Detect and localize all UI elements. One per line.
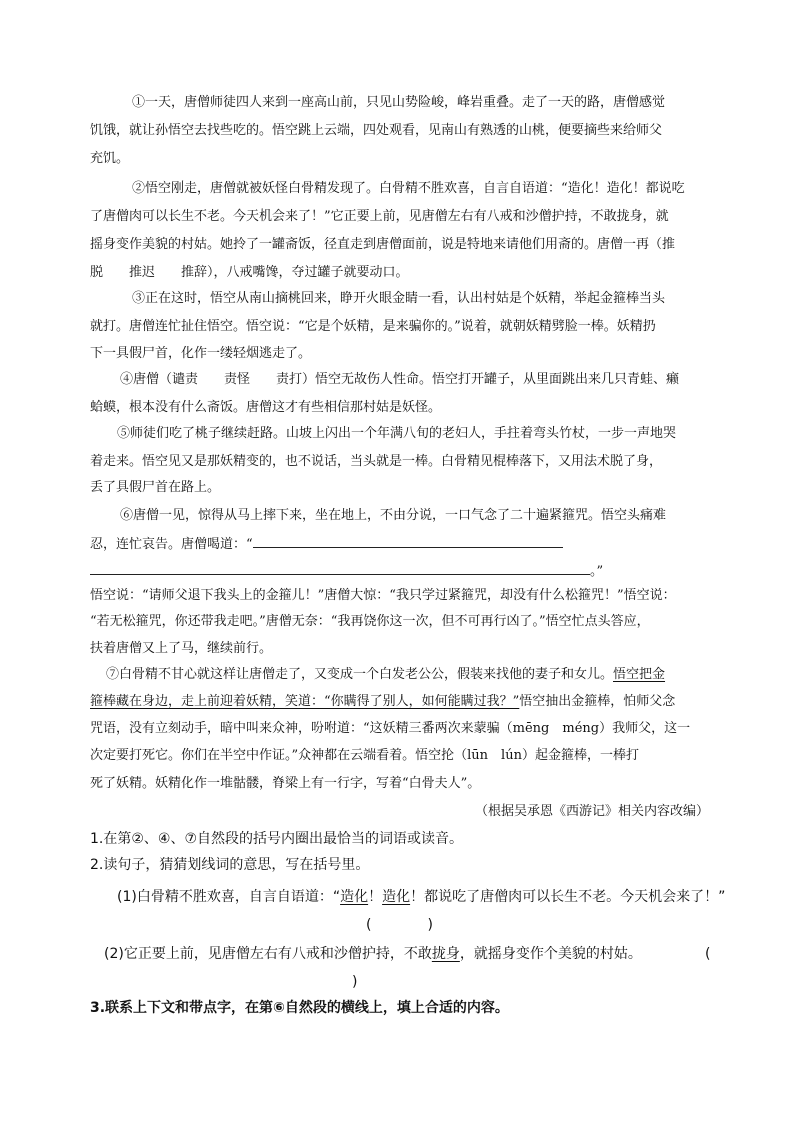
q2-1-underlined-word-1: 造化 [340,889,369,905]
answer-blank-2[interactable] [90,562,590,575]
p3-line-1: ③正在这时，悟空从南山摘桃回来，睁开火眼金睛一看，认出村姑是个妖精，举起金箍棒当头 [132,291,666,306]
p1-line-3: 充饥。 [90,151,130,166]
p1-line-1: ①一天，唐僧师徒四人来到一座高山前，只见山势险峻，峰岩重叠。走了一天的路，唐僧感觉 [132,95,666,110]
q2-2-underlined-word: 拢身 [431,946,460,962]
p6-line-2 [90,535,563,553]
p6-line-3-end: 。” [590,564,604,579]
p2-line-1: ②悟空刚走，唐僧就被妖怪白骨精发现了。白骨精不胜欢喜，自言自语道：“造化！造化！都说吃 [132,181,685,196]
p3-line-2: 就打。唐僧连忙扯住悟空。悟空说：“它是个妖精，是来骗你的。”说着，就朝妖精劈脸一棒。妖精扔 [90,319,656,334]
p6-line-2-text: 忍，连忙哀告。唐僧喝道：“ [90,537,253,552]
p7-underlined-1: 悟空把金 [613,667,666,682]
p7-line-2 [90,694,675,710]
p2-line-3: 摇身变作美貌的村姑。她拎了一罐斋饭，径直走到唐僧面前，说是特地来请他们用斋的。唐僧一再（推 [90,237,676,252]
question-3: 3.联系上下文和带点字，在第⑥自然段的横线上，填上合适的内容。 [90,1000,509,1016]
p5-line-3: 丢了具假尸首在路上。 [90,480,221,495]
p7-line-1-text: ⑦白骨精不甘心就这样让唐僧走了，又变成一个白发老公公，假装来找他的妻子和女儿。 [106,667,614,682]
question-1: 1.在第②、④、⑦自然段的括号内圈出最恰当的词语或读音。 [90,831,464,847]
p7-line-4: 次定要打死它。你们在半空中作证。”众神都在云端看着。悟空抡（lūn lún）起金箍棒，一棒打 [90,748,639,763]
q2-2-answer-paren-close[interactable]: ) [352,974,358,990]
p2-line-2: 了唐僧肉可以长生不老。今天机会来了！”它正要上前，见唐僧左右有八戒和沙僧护持，不敢拢身，就 [90,209,669,224]
q2-2-text-b: ，就摇身变作个美貌的村姑。 [459,946,642,962]
p6-cont-line-3: 扶着唐僧又上了马，继续前行。 [90,641,273,656]
p6-line-3 [90,562,603,580]
p6-cont-line-1: 悟空说：“请师父退下我头上的金箍儿！”唐僧大惊：“我只学过紧箍咒，却没有什么松箍咒！”悟空说： [90,588,676,603]
p4-line-2: 蛤蟆，根本没有什么斋饭。唐僧这才有些相信那村姑是妖怪。 [90,400,442,415]
p7-line-5: 死了妖精。妖精化作一堆骷髅，脊梁上有一行字，写着“白骨夫人”。 [90,776,481,791]
p6-cont-line-2: “若无松箍咒，你还带我走吧。”唐僧无奈：“我再饶你这一次，但不可再行凶了。”悟空忙点头答应， [90,614,650,629]
question-2-2 [104,946,642,962]
p1-line-2: 饥饿，就让孙悟空去找些吃的。悟空跳上云端，四处观看，见南山有熟透的山桃，便要摘些来给师父 [90,123,663,138]
q2-1-text-a: (1)白骨精不胜欢喜，自言自语道：“ [117,889,341,905]
p7-line-3: 咒语，没有立刻动手，暗中叫来众神，吩咐道：“这妖精三番两次来蒙骗（mēng méng）我师父，这一 [90,721,691,736]
question-2-1 [117,889,725,905]
p7-underlined-2: 箍棒藏在身边，走上前迎着妖精，笑道：“你瞒得了别人，如何能瞒过我？” [90,694,520,709]
q2-1-exclaim: ！ [368,889,383,905]
q2-1-answer-paren[interactable]: ( ) [366,917,433,933]
q2-2-answer-paren-open[interactable]: ( [705,946,711,962]
question-2: 2.读句子，猜猜划线词的意思，写在括号里。 [90,857,370,873]
p2-line-4: 脱 推迟 推辞），八戒嘴馋，夺过罐子就要动口。 [90,265,409,280]
source-attribution: （根据吴承恩《西游记》相关内容改编） [475,804,710,819]
p3-line-3: 下一具假尸首，化作一缕轻烟逃走了。 [90,346,312,361]
p7-line-1 [106,667,665,683]
q2-1-text-b: ！都说吃了唐僧肉可以长生不老。今天机会来了！” [410,889,726,905]
p6-line-1: ⑥唐僧一见，惊得从马上摔下来，坐在地上，不由分说，一口气念了二十遍紧箍咒。悟空头痛难 [120,508,667,523]
p5-line-1: ⑤师徒们吃了桃子继续赶路。山坡上闪出一个年满八旬的老妇人，手拄着弯头竹杖，一步一声地哭 [117,426,677,441]
p4-line-1: ④唐僧（谴责 责怪 责打）悟空无故伤人性命。悟空打开罐子，从里面跳出来几只青蛙、癞 [120,372,680,387]
q2-2-text-a: (2)它正要上前，见唐僧左右有八戒和沙僧护持，不敢 [104,946,432,962]
q2-1-underlined-word-2: 造化 [382,889,411,905]
p7-line-2-text: 悟空抽出金箍棒，怕师父念 [519,694,676,709]
p5-line-2: 着走来。悟空见又是那妖精变的，也不说话，当头就是一棒。白骨精见棍棒落下，又用法术脱了身， [90,454,663,469]
answer-blank-1[interactable] [253,535,563,548]
